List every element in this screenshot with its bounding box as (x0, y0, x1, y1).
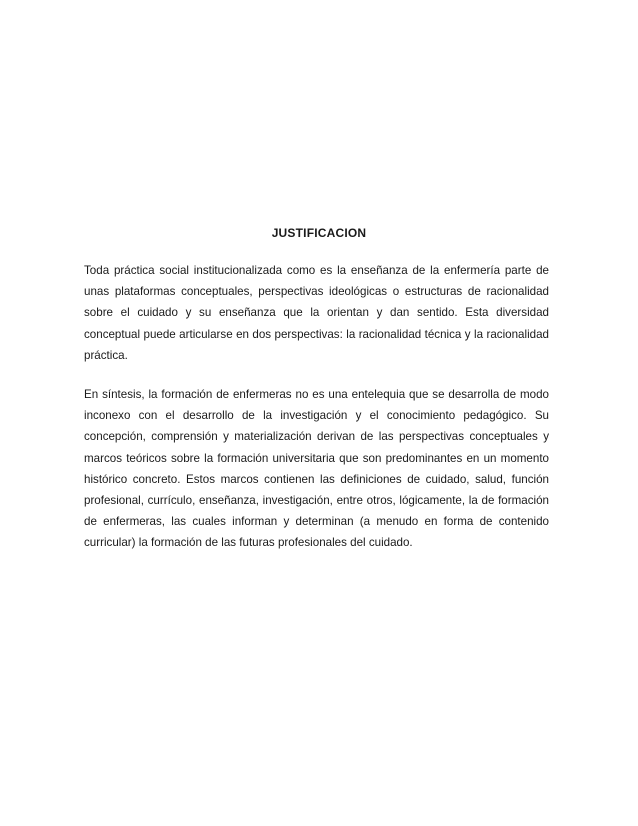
paragraph-rationality: Toda práctica social institucionalizada como es la enseñanza de la enfermería parte de unas plataformas conceptuales, perspectivas ideológicas o estructuras de racionalidad sobre el cuidado y su enseñanza que la orientan y dan sentido. Esta diversidad conceptual puede articularse en dos perspectivas: la racionalidad técnica y la racionalidad práctica. (84, 264, 549, 362)
page-title: JUSTIFICACION (271, 226, 367, 240)
paragraph-synthesis: En síntesis, la formación de enfermeras no es una entelequia que se desarrolla de modo inconexo con el desarrollo de la investigación y el conocimiento pedagógico. Su concepción, comprensión y materialización derivan de las perspectivas conceptuales y marcos teóricos sobre la formación universitaria que son predominantes en un momento histórico concreto. Estos marcos contienen las definiciones de cuidado, salud, función profesional, currículo, enseñanza, investigación, entre otros, lógicamente, la de formación de enfermeras, las cuales informan y determinan (a menudo en forma de contenido curricular) la formación de las futuras profesionales del cuidado. (84, 388, 549, 550)
